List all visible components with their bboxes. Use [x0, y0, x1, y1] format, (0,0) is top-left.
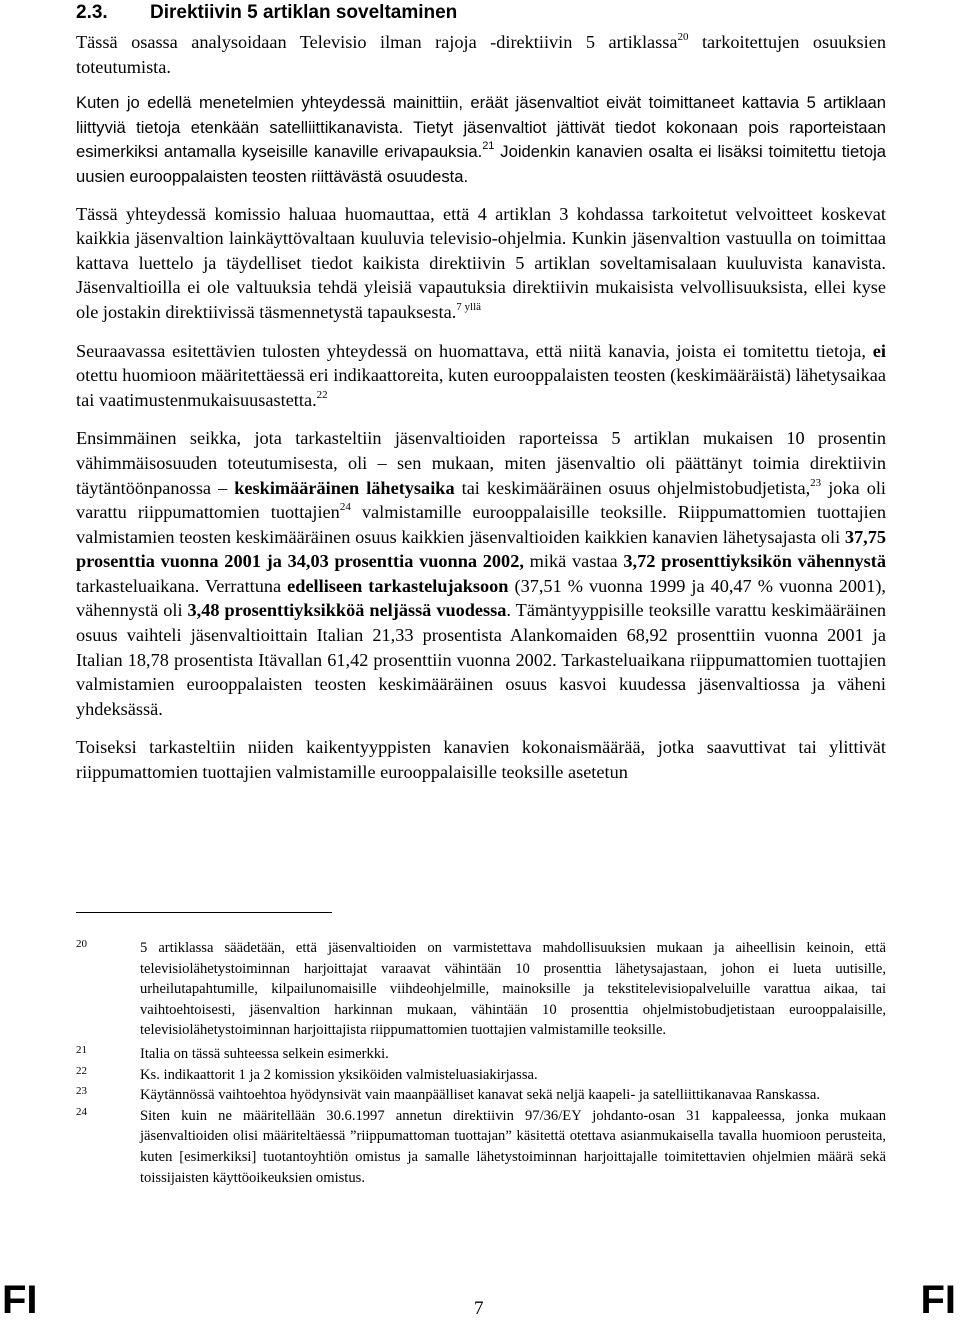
- footnote-number: 24: [76, 1105, 87, 1118]
- footnote-number: 20: [76, 938, 87, 950]
- page-number: 7: [474, 1298, 484, 1319]
- footnote-ref-23[interactable]: 23: [810, 476, 822, 489]
- paragraph-text: Seuraavassa esitettävien tulosten yhteydessä on huomattava, että niitä kanavia, joista ei tomitettu tietoja,: [76, 340, 873, 361]
- footnote-ref-22[interactable]: 22: [316, 388, 328, 401]
- paragraph-text: Tässä osassa analysoidaan Televisio ilman rajoja -direktiivin 5 artiklassa: [76, 32, 678, 52]
- paragraph-text: tarkoitettujen osuuksien toteutumista.: [76, 32, 886, 77]
- paragraph-text: valmistamille eurooppalaisille teoksille. Riippumattomien tuottajien valmistamien teosten keskimääräinen osuus kaikkien jäsenvaltioiden kaikkien kanavien lähetysajasta oli: [76, 502, 887, 547]
- footnote-ref-21[interactable]: 21: [482, 140, 495, 153]
- footnote-20: [76, 938, 886, 1041]
- paragraph-intro: [76, 30, 886, 79]
- section-title: Direktiivin 5 artiklan soveltaminen: [150, 2, 458, 23]
- footnote-text: 5 artiklassa säädetään, että jäsenvaltioiden on varmistettava mahdollisuuksien mukaan ja aiheellisin keinoin, että televisiolähetystoiminnan harjoittajat varaavat vähintään 10 prosenttia lähetysajastaan, johon ei lueta uutisille, urheilutapahtumille, kilpailunomaisille viihdeohjelmille, mainoksille ja tekstitelevisiopalveluille varattua aikaa, tai vaihtoehtoisesti, jäsenvaltion harkinnan mukaan, vähintään 10 prosenttia ohjelmistobudjetistaan eurooppalaisille, televisiolähetystoiminnan harjoittajista riippumattomien tuottajien valmistamille teoksille.: [140, 940, 886, 1039]
- footer-language-right: FI: [920, 1278, 956, 1322]
- footnote-text: Käytännössä vaihtoehtoa hyödynsivät vain maanpäälliset kanavat sekä neljä kaapeli- ja satelliittikanavaa Ranskassa.: [140, 1087, 820, 1104]
- footnote-text: Italia on tässä suhteessa selkein esimerkki.: [140, 1045, 389, 1062]
- footnote-text: Ks. indikaattorit 1 ja 2 komission yksiköiden valmisteluasiakirjassa.: [140, 1066, 538, 1083]
- section-number: 2.3.: [76, 2, 108, 23]
- footnote-number: 22: [76, 1064, 87, 1077]
- paragraph-text: tarkasteluaikana. Verrattuna: [76, 575, 288, 596]
- footnote-ref-24[interactable]: 24: [339, 501, 351, 514]
- footnote-22: [76, 1065, 886, 1086]
- footer-language-left: FI: [2, 1278, 38, 1322]
- footnote-ref-20[interactable]: 20: [677, 31, 689, 43]
- bold-text: 3,72 prosenttiyksikön vähennystä: [623, 551, 886, 572]
- bold-text: ei: [872, 340, 886, 361]
- paragraph-text: mikä vastaa: [523, 551, 624, 572]
- paragraph-text: Tässä yhteydessä komissio haluaa huomauttaa, että 4 artiklan 3 kohdassa tarkoitetut velvoitteet koskevat kaikkia jäsenvaltion lainkäyttövaltaan kuuluvia televisio-ohjelmia. Kunkin jäsenvaltion vastuulla on toimittaa kattava luettelo ja täydelliset tiedot kaikista direktiivin 5 artiklan soveltamisalaan kuuluvista kanavista. Jäsenvaltioilla ei ole valtuuksia tehdä yleisiä vapautuksia direktiivin mukaisista velvollisuuksista, ellei kyse ole jostakin direktiivissä täsmennetystä tapauksesta.: [76, 203, 886, 322]
- paragraph-text: . Tämäntyyppisille teoksille varattu keskimääräinen osuus vaihteli jäsenvaltioittain Italian 21,33 prosentista Alankomaiden 68,92 prosenttiin vuonna 2001 ja Italian 18,78 prosentista Itävallan 61,42 prosenttiin vuonna 2002. Tarkasteluaikana riippumattomien tuottajien valmistamien eurooppalaisten teosten keskimääräinen osuus kasvoi kuudessa jäsenvaltiossa ja väheni yhdeksässä.: [76, 600, 886, 719]
- paragraph-text: (37,51 % vuonna 1999 ja 40,47 % vuonna 2001), vähennystä oli: [76, 575, 886, 621]
- footnotes: [76, 938, 886, 1188]
- bold-text: 3,48 prosenttiyksikköä neljässä vuodessa: [187, 600, 507, 621]
- footnote-number: 23: [76, 1085, 87, 1098]
- footnote-separator: [76, 912, 332, 913]
- paragraph-first-finding: [76, 426, 886, 721]
- footnote-text: Siten kuin ne määritellään 30.6.1997 annetun direktiivin 97/36/EY johdanto-osan 31 kappaleessa, jonka mukaan jäsenvaltioiden olisi määriteltäessä ”riippumattoman tuottajan” käsitettä otettava asianmukaisella tavalla huomioon perusteita, kuten [esimerkiksi] tuotantoyhtiön omistus ja samalle lähetystoiminnan harjoittajalle toimitettavien ohjelmien määrä sekä toissijaisten käyttöoikeuksien omistus.: [140, 1107, 886, 1186]
- paragraph-text: joka oli varattu riippumattomien tuottajien: [76, 477, 886, 523]
- paragraph-results-note: [76, 339, 886, 413]
- paragraph-text: Joidenkin kanavien osalta ei lisäksi toimitettu tietoja uusien eurooppalaisten teosten riittävästä osuudesta.: [76, 142, 886, 186]
- footnote-24: [76, 1106, 886, 1188]
- section-heading: [76, 2, 457, 24]
- bold-text: keskimääräinen lähetysaika: [234, 477, 455, 498]
- bold-text: 37,75 prosenttia vuonna 2001 ja 34,03 prosenttia vuonna 2002,: [76, 526, 886, 572]
- footnote-21: [76, 1044, 886, 1065]
- body-text: [76, 30, 886, 799]
- footnote-number: 21: [76, 1043, 87, 1056]
- paragraph-text: Ensimmäinen seikka, jota tarkasteltiin jäsenvaltioiden raporteissa 5 artiklan mukaisen 10 prosentin vähimmäisosuuden toteutumisesta, oli – sen mukaan, miten jäsenvaltio oli päättänyt toimia direktiivin täytäntöönpanossa –: [76, 428, 886, 498]
- footnote-23: [76, 1085, 886, 1106]
- paragraph-commission-note: [76, 202, 886, 325]
- bold-text: edelliseen tarkastelujaksoon: [287, 575, 509, 596]
- paragraph-missing-data: [76, 91, 886, 189]
- paragraph-second-finding: Toiseksi tarkasteltiin niiden kaikentyyppisten kanavien kokonaismäärää, jotka saavuttivat tai ylittivät riippumattomien tuottajien valmistamille eurooppalaisille teoksille asetetun: [76, 737, 886, 783]
- paragraph-text: otettu huomioon määritettäessä eri indikaattoreita, kuten eurooppalaisten teosten (keskimääräistä) lähetysaikaa tai vaatimustenmukaisuusastetta.: [76, 365, 886, 410]
- footnote-ref-7[interactable]: 7 yllä: [456, 300, 482, 313]
- paragraph-text: tai keskimääräinen osuus ohjelmistobudjetista,: [454, 477, 811, 498]
- paragraph-text: Kuten jo edellä menetelmien yhteydessä mainittiin, eräät jäsenvaltiot eivät toimittaneet kattavia 5 artiklaan liittyviä tietoja etenkään satelliittikanavista. Tietyt jäsenvaltiot jättivät tiedot kokonaan pois raporteistaan esimerkiksi antamalla kyseisille kanaville erivapauksia.: [76, 93, 886, 162]
